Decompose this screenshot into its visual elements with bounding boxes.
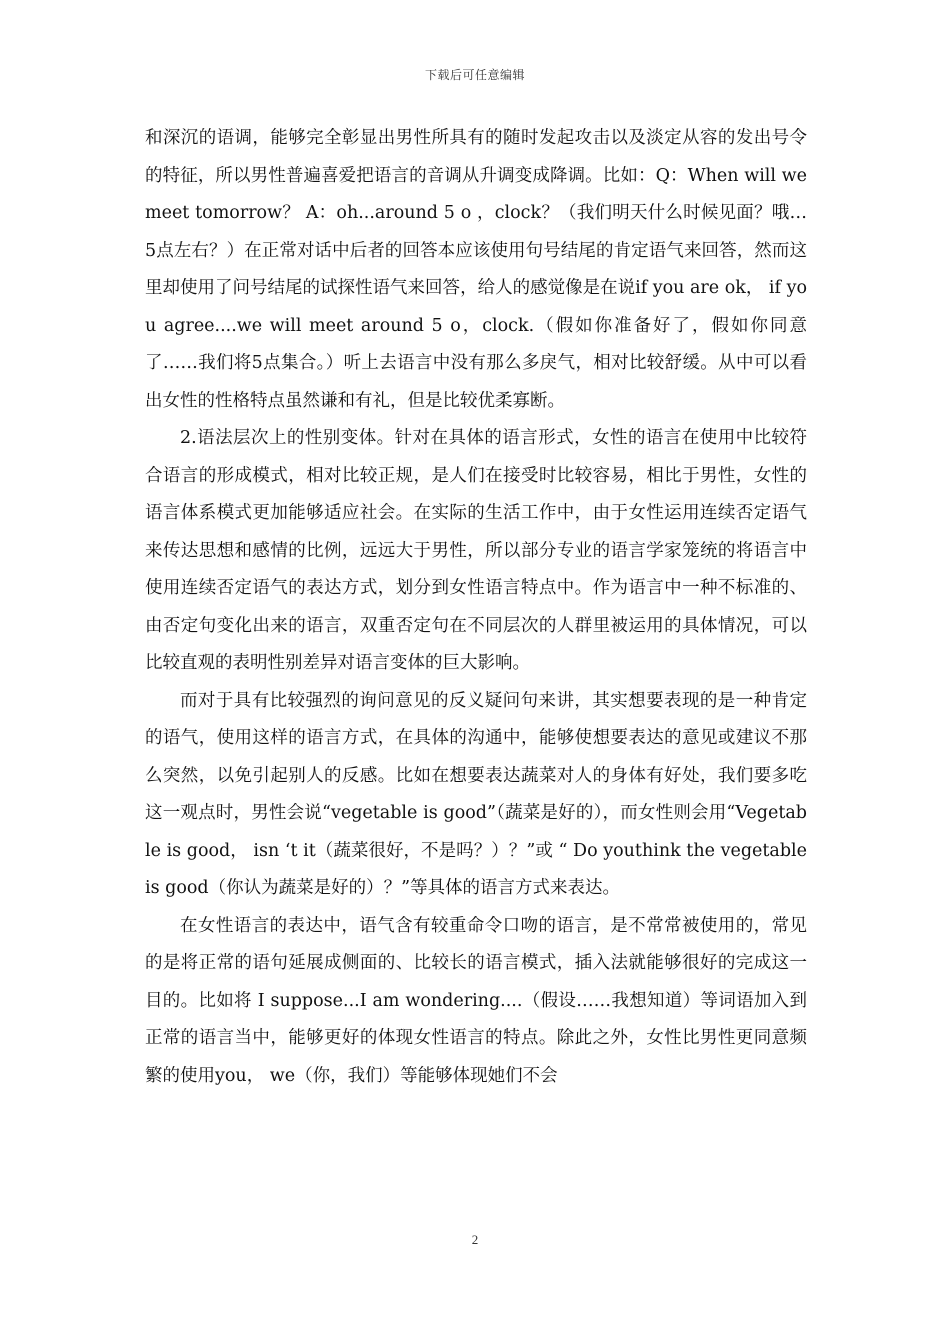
paragraph-tag-question: 而对于具有比较强烈的询问意见的反义疑问句来讲，其实想要表现的是一种肯定的语气，使用这样的语言方式，在具体的沟通中，能够使想要表达的意见或建议不那么突然，以免引起别人的反感。比如在想要表达蔬菜对人的身体有好处，我们要多吃这一观点时，男性会说“vegetable is good”（蔬菜是好的），而女性则会用“Vegetable is good， isn ‘t it（蔬菜很好，不是吗？）？”或 “ Do youthink the vegetable is good（你认为蔬菜是好的）？”等具体的语言方式来表达。 — [145, 690, 807, 898]
paragraph-grammar-variant: 2.语法层次上的性别变体。针对在具体的语言形式，女性的语言在使用中比较符合语言的形成模式，相对比较正规，是人们在接受时比较容易，相比于男性，女性的语言体系模式更加能够适应社会。在实际的生活工作中，由于女性运用连续否定语气来传达思想和感情的比例，远远大于男性，所以部分专业的语言学家笼统的将语言中使用连续否定语气的表达方式，划分到女性语言特点中。作为语言中一种不标准的、由否定句变化出来的语言，双重否定句在不同层次的人群里被运用的具体情况，可以比较直观的表明性别差异对语言变体的巨大影响。 — [145, 428, 807, 673]
page-header: 下载后可任意编辑 — [424, 68, 525, 82]
paragraph-insertion: 在女性语言的表达中，语气含有较重命令口吻的语言，是不常常被使用的，常见的是将正常的语句延展成侧面的、比较长的语言模式，插入法就能够很好的完成这一目的。比如将 I suppose...I am wondering....（假设……我想知道）等词语加入到正常的语言当中，能够更好的体现女性语言的特点。除此之外，女性比男性更同意频繁的使用you， we（你，我们）等能够体现她们不会 — [145, 915, 807, 1086]
page-number: 2 — [471, 1232, 479, 1247]
body-text — [145, 120, 807, 1095]
paragraph-intonation: 和深沉的语调，能够完全彰显出男性所具有的随时发起攻击以及淡定从容的发出号令的特征，所以男性普遍喜爱把语言的音调从升调变成降调。比如：Q：When will we meet tomorrow？ A：oh...around 5 o ，clock？（我们明天什么时候见面？哦…5点左右？）在正常对话中后者的回答本应该使用句号结尾的肯定语气来回答，然而这里却使用了问号结尾的试探性语气来回答，给人的感觉像是在说if you are ok， if you agree....we will meet around 5 o，clock.（假如你准备好了，假如你同意了……我们将5点集合。）听上去语言中没有那么多戾气，相对比较舒缓。从中可以看出女性的性格特点虽然谦和有礼，但是比较优柔寡断。 — [145, 128, 807, 411]
